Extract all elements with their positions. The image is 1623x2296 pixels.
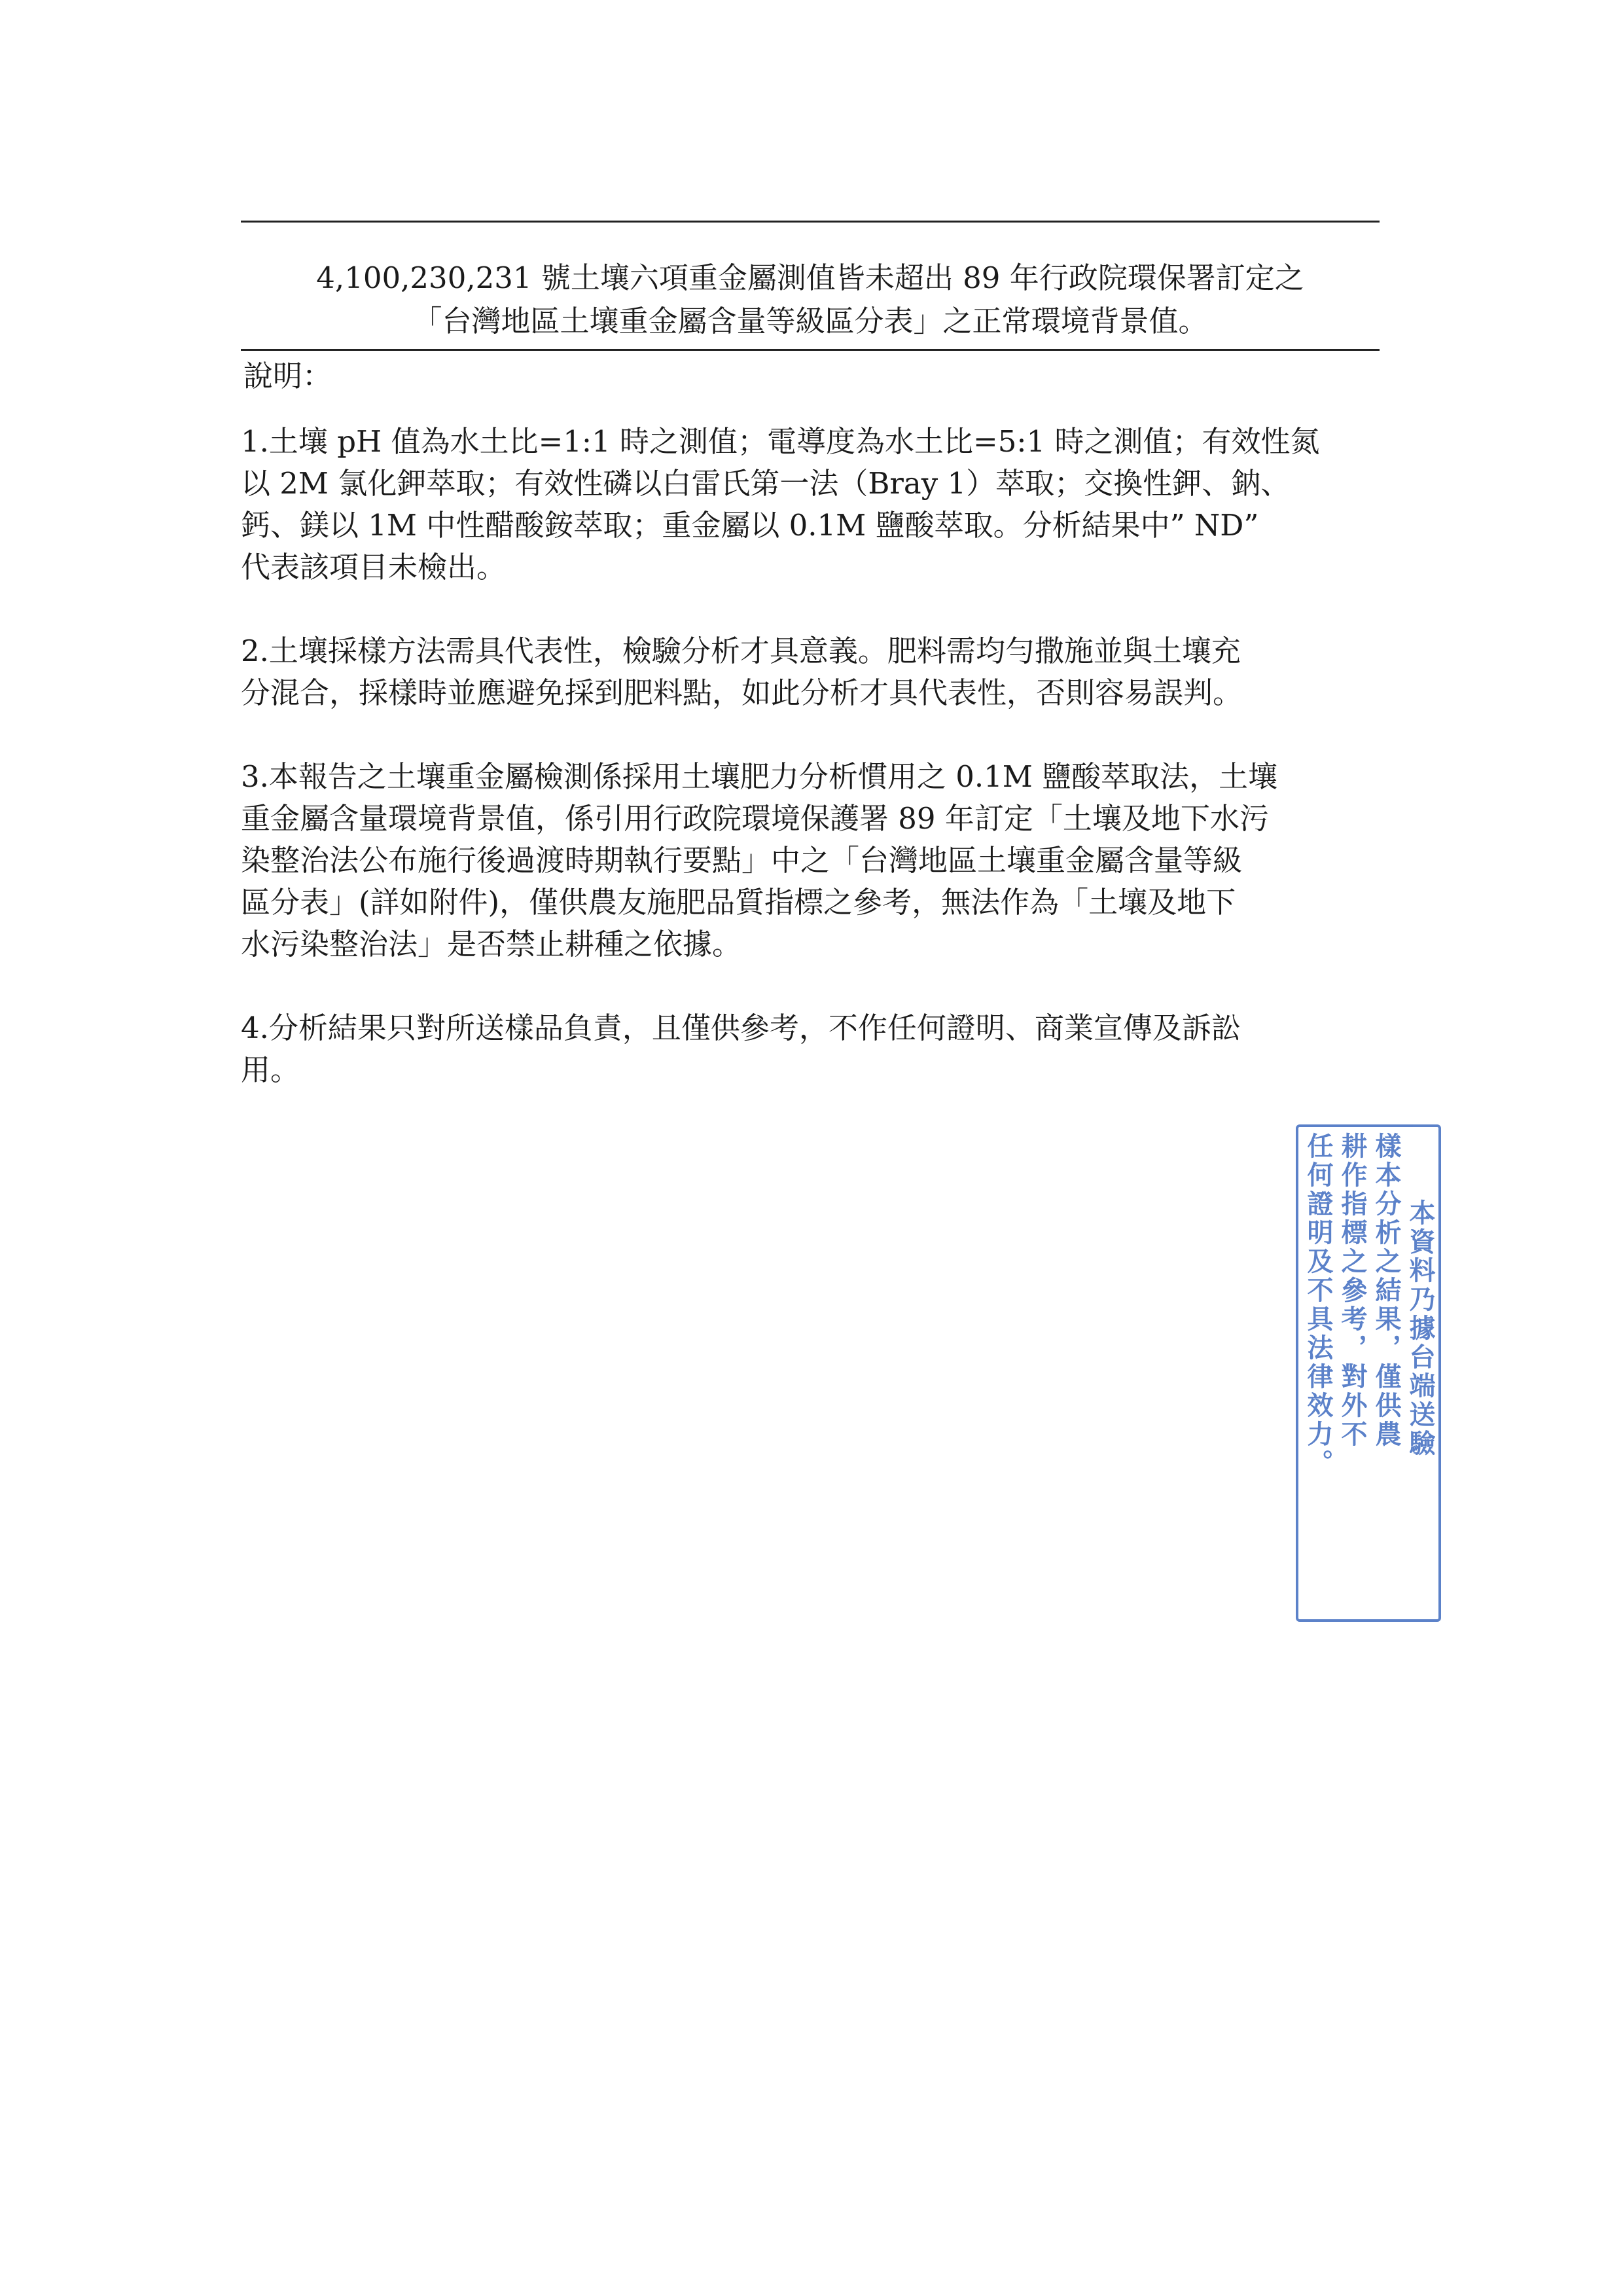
note-line: 用。 (241, 1052, 300, 1087)
notes-list (241, 421, 1393, 1133)
note-line: 1.土壤 pH 值為水土比=1:1 時之測值；電導度為水土比=5:1 時之測值；有效性氮 (241, 424, 1320, 459)
note-item (241, 1007, 1393, 1091)
stamp-column: 本資料乃據台端送驗 (1405, 1199, 1436, 1458)
note-line: 3.本報告之土壤重金屬檢測係採用土壤肥力分析慣用之 0.1M 鹽酸萃取法，土壤 (241, 759, 1278, 794)
top-divider (241, 221, 1380, 223)
stamp-column: 任何證明及不具法律效力。 (1303, 1132, 1334, 1478)
note-line: 水污染整治法」是否禁止耕種之依據。 (241, 927, 742, 961)
stamp-column: 樣本分析之結果，僅供農 (1371, 1132, 1402, 1449)
note-line: 代表該項目未檢出。 (241, 550, 507, 584)
note-line: 染整治法公布施行後過渡時期執行要點」中之「台灣地區土壤重金屬含量等級 (241, 843, 1243, 878)
note-item (241, 630, 1393, 714)
note-item (241, 756, 1393, 965)
note-item (241, 421, 1393, 588)
note-line: 2.土壤採樣方法需具代表性，檢驗分析才具意義。肥料需均勻撒施並與土壤充 (241, 634, 1241, 668)
note-line: 重金屬含量環境背景值，係引用行政院環境保護署 89 年訂定「土壤及地下水污 (241, 801, 1269, 836)
stamp-column: 耕作指標之參考，對外不 (1337, 1132, 1368, 1449)
note-line: 區分表」(詳如附件)，僅供農友施肥品質指標之參考，無法作為「土壤及地下 (241, 885, 1236, 920)
notes-heading: 說明： (243, 359, 332, 393)
summary-statement (241, 257, 1380, 343)
summary-line-2: 「台灣地區土壤重金屬含量等級區分表」之正常環境背景值。 (412, 304, 1208, 338)
note-line: 鈣、鎂以 1M 中性醋酸銨萃取；重金屬以 0.1M 鹽酸萃取。分析結果中” ND” (241, 508, 1259, 543)
summary-line-1: 4,100,230,231 號土壤六項重金屬測值皆未超出 89 年行政院環保署訂定之 (316, 260, 1304, 295)
summary-divider (241, 349, 1380, 351)
note-line: 4.分析結果只對所送樣品負責，且僅供參考，不作任何證明、商業宣傳及訴訟 (241, 1011, 1241, 1045)
disclaimer-stamp (1296, 1124, 1441, 1622)
note-line: 分混合，採樣時並應避免採到肥料點，如此分析才具代表性，否則容易誤判。 (241, 675, 1243, 710)
note-line: 以 2M 氯化鉀萃取；有效性磷以白雷氏第一法（Bray 1）萃取；交換性鉀、鈉、 (241, 466, 1291, 501)
